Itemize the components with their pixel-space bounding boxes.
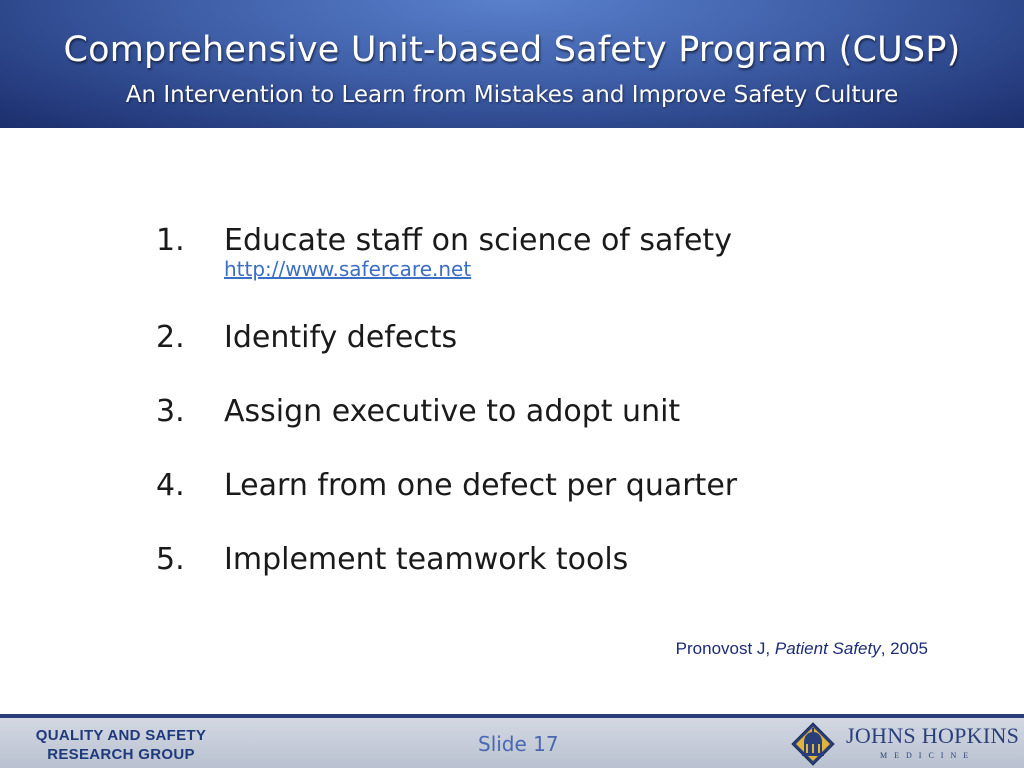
list-item-text: Assign executive to adopt unit	[224, 394, 681, 429]
slide-footer	[0, 718, 1024, 768]
list-item-number: 3.	[156, 394, 185, 429]
list-item-number: 2.	[156, 320, 185, 355]
johns-hopkins-dome-shield-icon	[790, 722, 836, 766]
slide-subtitle: An Intervention to Learn from Mistakes and Improve Safety Culture	[125, 82, 899, 108]
list-item-text: Implement teamwork tools	[224, 542, 629, 577]
citation	[676, 638, 928, 660]
johns-hopkins-logo-text: JOHNS HOPKINS	[846, 723, 1020, 748]
list-item-number: 1.	[156, 223, 185, 258]
slide-number: Slide 17	[478, 732, 559, 756]
list-item-text: Learn from one defect per quarter	[224, 468, 738, 503]
citation-author: Pronovost J,	[675, 639, 775, 658]
list-item-number: 4.	[156, 468, 185, 503]
slide-title: Comprehensive Unit-based Safety Program (CUSP)	[63, 30, 961, 70]
list-item-text: Educate staff on science of safety	[224, 223, 732, 258]
citation-work: Patient Safety	[774, 639, 881, 658]
research-group-logo	[14, 726, 228, 764]
list-item-text: Identify defects	[224, 320, 458, 355]
safercare-link[interactable]: http://www.safercare.net	[224, 257, 472, 281]
citation-year: , 2005	[880, 639, 928, 658]
list-item-number: 5.	[156, 542, 185, 577]
johns-hopkins-logo-subtext: MEDICINE	[880, 751, 976, 760]
group-name-line1: QUALITY AND SAFETY	[35, 727, 207, 744]
group-name-line2: RESEARCH GROUP	[47, 746, 195, 763]
